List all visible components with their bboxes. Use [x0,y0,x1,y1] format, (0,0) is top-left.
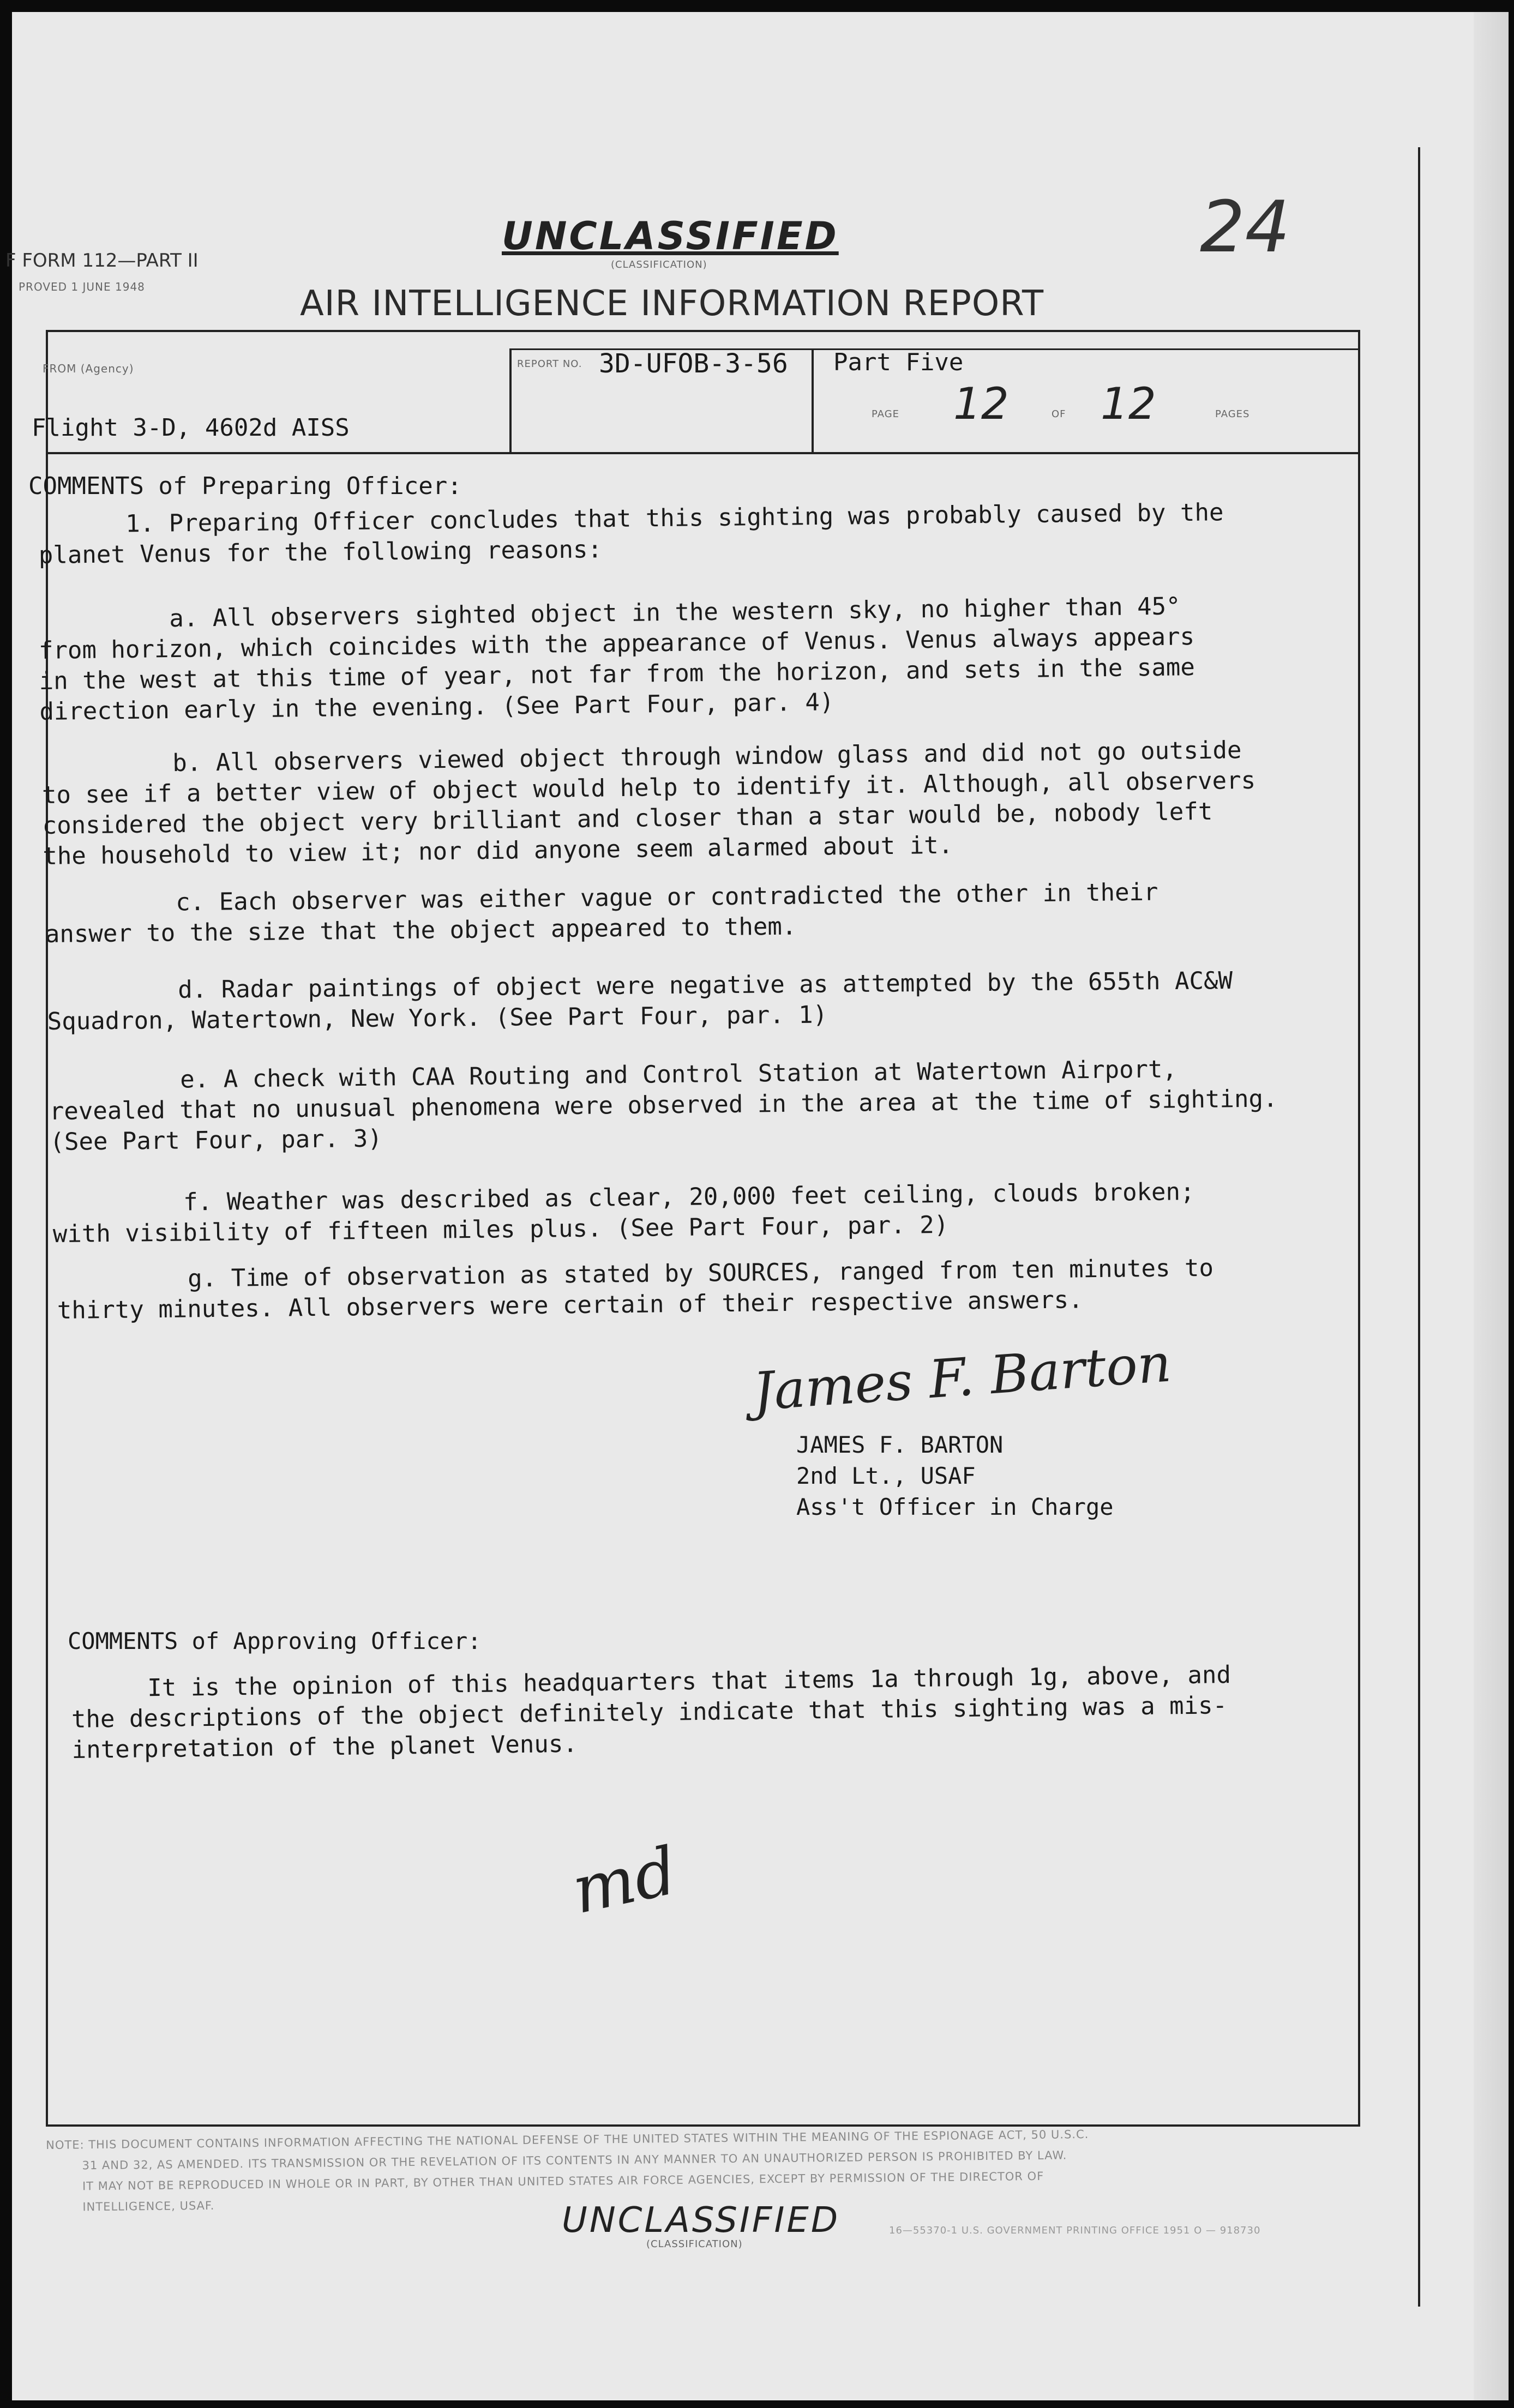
paragraph-line: 1. Preparing Officer concludes that this sighting was probably caused by the [125,498,1224,538]
reason-a [38,590,1294,727]
paragraph-line: Squadron, Watertown, New York. (See Part Four, par. 1) [47,1001,828,1036]
header-divider-1 [509,348,512,452]
form-number: F FORM 112—PART II [5,250,199,272]
signer-rank: 2nd Lt., USAF [796,1462,976,1489]
page-edge [1474,12,1509,2400]
reason-e [49,1053,1305,1158]
paragraph-line: a. All observers sighted object in the western sky, no higher than 45° [169,592,1181,633]
paragraph-line: planet Venus for the following reasons: [38,535,603,569]
paragraph-line: from horizon, which coincides with the appearance of Venus. Venus always appears [38,623,1195,665]
page-total: 12 [1101,378,1156,429]
paragraph-line: (See Part Four, par. 3) [50,1124,382,1156]
report-part: Part Five [833,348,964,376]
of-label: OF [1052,408,1066,420]
paragraph-line: to see if a better view of object would help to identify it. Although, all observers [41,766,1256,809]
paragraph-line: answer to the size that the object appeared to them. [45,912,797,948]
paragraph-line: the household to view it; nor did anyone seem alarmed about it. [43,831,953,870]
approval-date: PROVED 1 JUNE 1948 [19,280,145,293]
paragraph-line: considered the object very brilliant and closer than a star would be, nobody left [42,797,1213,840]
from-label: FROM (Agency) [43,362,134,375]
classification-bottom: UNCLASSIFIED [562,2200,840,2241]
paragraph-line: c. Each observer was either vague or contradicted the other in their [176,878,1158,917]
notice-line: NOTE: THIS DOCUMENT CONTAINS INFORMATION AFFECTING THE NATIONAL DEFENSE OF THE UNITED STATES WITHIN THE MEANING OF THE ESPIONAGE ACT, 50 U.S.C. [46,2127,1089,2152]
report-no-label: REPORT NO. [517,358,582,370]
paragraph-line: thirty minutes. All observers were certain of their respective answers. [57,1286,1083,1325]
approving-heading: COMMENTS of Approving Officer: [68,1628,482,1654]
page-number: 12 [953,378,1009,429]
printing-office-line: 16—55370-1 U.S. GOVERNMENT PRINTING OFFICE 1951 O — 918730 [889,2225,1261,2236]
paragraph-line: b. All observers viewed object through window glass and did not go outside [172,736,1242,778]
notice-line: 31 AND 32, AS AMENDED. ITS TRANSMISSION OR THE REVELATION OF ITS CONTENTS IN ANY MANNER TO AN UNAUTHORIZED PERSON IS PROHIBITED BY LAW. [82,2148,1067,2172]
page-mark: 24 [1200,185,1290,268]
classification-top: UNCLASSIFIED [502,214,839,258]
paragraph-line: g. Time of observation as stated by SOURCES, ranged from ten minutes to [188,1254,1214,1293]
notice-line: IT MAY NOT BE REPRODUCED IN WHOLE OR IN PART, BY OTHER THAN UNITED STATES AIR FORCE AGENCIES, EXCEPT BY PERMISSION OF THE DIRECTOR OF [82,2169,1044,2193]
pages-label: PAGES [1215,408,1250,420]
report-number: 3D-UFOB-3-56 [599,348,788,379]
approving-paragraph [71,1659,1326,1766]
paragraph-line: f. Weather was described as clear, 20,000 feet ceiling, clouds broken; [183,1178,1195,1217]
preparing-heading: COMMENTS of Preparing Officer: [28,472,462,500]
paragraph-line: with visibility of fifteen miles plus. (See Part Four, par. 2) [52,1211,949,1248]
from-value: Flight 3-D, 4602d AISS [32,414,350,442]
signer-title: Ass't Officer in Charge [796,1494,1114,1520]
report-title: AIR INTELLIGENCE INFORMATION REPORT [300,284,1044,324]
paragraph-line: e. A check with CAA Routing and Control Station at Watertown Airport, [180,1055,1177,1094]
paragraph-line: revealed that no unusual phenomena were observed in the area at the time of sighting. [49,1085,1278,1125]
paragraph-line: interpretation of the planet Venus. [71,1730,578,1764]
paragraph-line: the descriptions of the object definitely indicate that this sighting was a mis- [71,1691,1228,1733]
paragraph-line: direction early in the evening. (See Part Four, par. 4) [39,688,834,726]
header-divider-2 [812,348,814,452]
paragraph-line: in the west at this time of year, not far from the horizon, and sets in the same [39,653,1195,695]
page-border-line [1418,147,1420,2307]
page-label: PAGE [872,408,900,420]
signature: James F. Barton [751,1332,1173,1423]
reason-b [41,735,1297,872]
classification-caption-top: (CLASSIFICATION) [611,259,707,270]
approver-initials: md [566,1833,683,1929]
header-rule [48,452,1358,454]
notice-line: INTELLIGENCE, USAF. [82,2199,215,2214]
signer-name: JAMES F. BARTON [796,1431,1004,1458]
paragraph-line: d. Radar paintings of object were negative as attempted by the 655th AC&W [178,967,1233,1004]
paragraph-line: It is the opinion of this headquarters that items 1a through 1g, above, and [147,1661,1231,1702]
reason-d [47,965,1302,1037]
classification-caption-bottom: (CLASSIFICATION) [646,2238,743,2250]
